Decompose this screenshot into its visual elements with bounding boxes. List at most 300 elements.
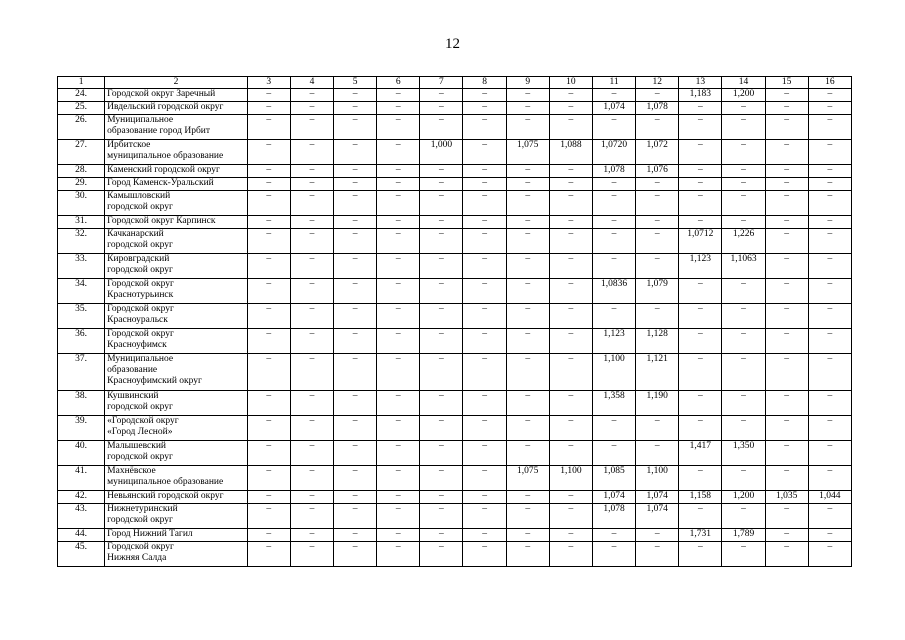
coefficient-cell: – (765, 178, 808, 191)
coefficient-cell: – (506, 102, 549, 115)
coefficient-cell: – (592, 89, 635, 102)
coefficient-cell: – (290, 165, 333, 178)
coefficient-cell: – (290, 466, 333, 491)
coefficient-cell: – (247, 466, 290, 491)
coefficient-cell: – (334, 354, 377, 391)
coefficient-cell: – (420, 441, 463, 466)
coefficient-cell: – (377, 391, 420, 416)
row-number: 41. (58, 466, 105, 491)
row-number: 44. (58, 529, 105, 542)
coefficient-cell: – (247, 115, 290, 140)
coefficient-cell: – (636, 89, 679, 102)
coefficient-cell: – (290, 279, 333, 304)
coefficient-cell: – (592, 416, 635, 441)
municipality-name (105, 178, 248, 191)
municipality-name-line: городской округ (107, 202, 173, 212)
municipality-name-line: городской округ (107, 515, 173, 525)
coefficient-cell: – (420, 416, 463, 441)
page-number: 12 (445, 36, 460, 52)
municipality-name (105, 216, 248, 229)
coefficient-cell: – (592, 229, 635, 254)
coefficient-cell: 1,226 (722, 229, 765, 254)
coefficient-cell: – (247, 504, 290, 529)
column-header: 14 (722, 77, 765, 89)
coefficient-cell: – (549, 279, 592, 304)
row-number: 27. (58, 140, 105, 165)
coefficient-cell: – (247, 191, 290, 216)
coefficient-cell: – (290, 102, 333, 115)
coefficient-cell: – (463, 466, 506, 491)
coefficient-cell: 1,078 (592, 504, 635, 529)
coefficient-cell: – (722, 216, 765, 229)
municipality-name-line: городской округ (107, 265, 173, 275)
municipality-name-line: Красноуфимск (107, 340, 167, 350)
row-number: 36. (58, 329, 105, 354)
coefficient-cell: – (506, 191, 549, 216)
coefficient-cell: – (679, 216, 722, 229)
coefficient-cell: – (765, 140, 808, 165)
coefficient-cell: 1,076 (636, 165, 679, 178)
municipality-name-line: городской округ (107, 452, 173, 462)
municipality-name-line: Ирбитское (107, 140, 151, 150)
column-header: 7 (420, 77, 463, 89)
table-row (58, 416, 852, 441)
coefficient-cell: – (722, 329, 765, 354)
coefficient-cell: – (463, 279, 506, 304)
coefficient-cell: – (377, 178, 420, 191)
coefficient-cell: – (377, 102, 420, 115)
column-header: 11 (592, 77, 635, 89)
municipality-name (105, 391, 248, 416)
table-row (58, 115, 852, 140)
coefficient-cell: 1,121 (636, 354, 679, 391)
row-number: 24. (58, 89, 105, 102)
coefficient-cell: – (765, 504, 808, 529)
municipality-name (105, 229, 248, 254)
coefficient-cell: – (334, 391, 377, 416)
coefficient-cell: 1,158 (679, 491, 722, 504)
coefficient-cell: – (808, 254, 851, 279)
table-row (58, 165, 852, 178)
coefficient-cell: – (549, 304, 592, 329)
coefficient-cell: – (377, 140, 420, 165)
coefficient-cell: – (722, 140, 765, 165)
coefficient-cell: – (290, 441, 333, 466)
coefficient-cell: 1,731 (679, 529, 722, 542)
coefficient-cell: – (722, 165, 765, 178)
coefficient-cell: – (377, 279, 420, 304)
row-number: 37. (58, 354, 105, 391)
coefficient-cell: – (636, 191, 679, 216)
coefficient-cell: 1,1063 (722, 254, 765, 279)
coefficient-cell: – (463, 542, 506, 567)
municipality-name (105, 504, 248, 529)
coefficient-cell: – (420, 504, 463, 529)
coefficient-cell: – (679, 279, 722, 304)
coefficient-cell: – (420, 391, 463, 416)
coefficient-cell: – (722, 102, 765, 115)
table-row (58, 304, 852, 329)
coefficient-cell: 1,200 (722, 89, 765, 102)
coefficient-cell: – (377, 466, 420, 491)
coefficient-cell: – (549, 354, 592, 391)
coefficient-cell: – (420, 191, 463, 216)
coefficient-cell: – (290, 304, 333, 329)
coefficient-cell: – (549, 504, 592, 529)
coefficient-cell: – (420, 229, 463, 254)
coefficient-cell: 1,123 (679, 254, 722, 279)
coefficient-cell: – (377, 165, 420, 178)
coefficient-cell: 1,100 (549, 466, 592, 491)
coefficient-cell: – (549, 102, 592, 115)
coefficient-cell: 1,044 (808, 491, 851, 504)
coefficient-cell: – (420, 329, 463, 354)
coefficient-cell: – (549, 229, 592, 254)
coefficient-cell: – (247, 304, 290, 329)
coefficient-cell: – (247, 216, 290, 229)
municipality-name (105, 165, 248, 178)
coefficient-cell: – (290, 115, 333, 140)
coefficient-cell: – (334, 254, 377, 279)
coefficient-cell: – (549, 491, 592, 504)
coefficient-cell: – (679, 466, 722, 491)
coefficient-cell: – (334, 491, 377, 504)
row-number: 31. (58, 216, 105, 229)
coefficient-cell: – (334, 441, 377, 466)
coefficient-cell: – (722, 191, 765, 216)
coefficient-cell: – (808, 165, 851, 178)
coefficient-cell: – (549, 165, 592, 178)
table-row (58, 529, 852, 542)
coefficient-cell: – (722, 354, 765, 391)
table-row (58, 191, 852, 216)
municipality-name-line: Городской округ (107, 329, 174, 339)
column-header: 6 (377, 77, 420, 89)
coefficient-cell: – (290, 89, 333, 102)
coefficient-cell: – (334, 140, 377, 165)
coefficient-cell: – (765, 391, 808, 416)
municipality-name-line: Кировградский (107, 254, 170, 264)
coefficient-cell: – (334, 416, 377, 441)
municipality-name-line: Муниципальное (107, 115, 174, 125)
coefficient-cell: 1,100 (636, 466, 679, 491)
coefficient-cell: – (808, 178, 851, 191)
coefficient-cell: – (334, 279, 377, 304)
coefficient-cell: – (290, 254, 333, 279)
coefficient-cell: – (506, 354, 549, 391)
coefficient-cell: – (420, 89, 463, 102)
coefficient-cell: – (722, 115, 765, 140)
coefficient-cell: – (765, 304, 808, 329)
coefficient-cell: 1,074 (636, 491, 679, 504)
coefficient-cell: – (247, 178, 290, 191)
coefficient-cell: – (463, 504, 506, 529)
municipality-name-line: образование город Ирбит (107, 126, 211, 136)
municipality-name-line: «Город Лесной» (107, 427, 173, 437)
coefficient-cell: 1,350 (722, 441, 765, 466)
municipality-name-line: Малышевский (107, 441, 167, 451)
coefficient-cell: – (463, 89, 506, 102)
coefficient-cell: – (808, 304, 851, 329)
municipality-name-line: Ивдельский городской округ (107, 102, 224, 112)
coefficient-cell: – (636, 441, 679, 466)
coefficient-cell: – (290, 529, 333, 542)
table-row (58, 391, 852, 416)
column-header: 4 (290, 77, 333, 89)
coefficient-cell: – (247, 529, 290, 542)
coefficient-cell: 1,035 (765, 491, 808, 504)
coefficient-cell: – (808, 529, 851, 542)
coefficient-cell: – (549, 329, 592, 354)
row-number: 42. (58, 491, 105, 504)
coefficient-cell: – (290, 329, 333, 354)
coefficient-cell: – (377, 254, 420, 279)
column-header: 15 (765, 77, 808, 89)
coefficients-table (57, 76, 852, 567)
coefficient-cell: – (722, 466, 765, 491)
coefficient-cell: – (679, 391, 722, 416)
coefficient-cell: – (636, 216, 679, 229)
coefficient-cell: – (463, 416, 506, 441)
municipality-name-line: Невьянский городской округ (107, 491, 224, 501)
municipality-name (105, 491, 248, 504)
coefficient-cell: – (334, 542, 377, 567)
column-header: 12 (636, 77, 679, 89)
table-row (58, 102, 852, 115)
column-header: 8 (463, 77, 506, 89)
municipality-name (105, 329, 248, 354)
coefficient-cell: – (463, 391, 506, 416)
coefficient-cell: – (377, 542, 420, 567)
coefficient-cell: – (636, 178, 679, 191)
coefficient-cell: 1,0836 (592, 279, 635, 304)
row-number: 34. (58, 279, 105, 304)
coefficient-cell: – (247, 491, 290, 504)
municipality-name-line: городской округ (107, 240, 173, 250)
coefficient-cell: – (334, 191, 377, 216)
table-row (58, 354, 852, 391)
coefficient-cell: – (506, 304, 549, 329)
coefficient-cell: – (247, 279, 290, 304)
coefficient-cell: – (334, 304, 377, 329)
coefficient-cell: – (463, 140, 506, 165)
municipality-name-line: Камышловский (107, 191, 171, 201)
coefficient-cell: – (463, 329, 506, 354)
coefficient-cell: – (636, 254, 679, 279)
coefficient-cell: – (549, 391, 592, 416)
row-number: 26. (58, 115, 105, 140)
row-number: 33. (58, 254, 105, 279)
municipality-name (105, 441, 248, 466)
coefficient-cell: – (765, 165, 808, 178)
coefficient-cell: – (765, 329, 808, 354)
coefficient-cell: – (765, 466, 808, 491)
municipality-name (105, 416, 248, 441)
municipality-name-line: Красноуфимский округ (107, 376, 202, 386)
coefficient-cell: – (247, 254, 290, 279)
coefficient-cell: – (377, 354, 420, 391)
coefficient-cell: 1,190 (636, 391, 679, 416)
coefficient-cell: – (679, 178, 722, 191)
coefficient-cell: – (247, 329, 290, 354)
coefficient-cell: – (722, 391, 765, 416)
coefficient-cell: 1,0712 (679, 229, 722, 254)
table-row (58, 89, 852, 102)
row-number: 25. (58, 102, 105, 115)
coefficient-cell: 1,085 (592, 466, 635, 491)
coefficient-cell: – (506, 115, 549, 140)
coefficient-cell: – (420, 216, 463, 229)
table-row (58, 254, 852, 279)
coefficient-cell: – (420, 115, 463, 140)
coefficient-cell: – (377, 329, 420, 354)
coefficient-cell: – (765, 279, 808, 304)
coefficient-cell: – (420, 542, 463, 567)
coefficient-cell: – (679, 115, 722, 140)
coefficient-cell: – (463, 229, 506, 254)
coefficient-cell: – (247, 140, 290, 165)
column-header: 10 (549, 77, 592, 89)
coefficient-cell: – (808, 391, 851, 416)
coefficient-cell: – (765, 354, 808, 391)
municipality-name-line: Нижняя Салда (107, 553, 167, 563)
table-row (58, 229, 852, 254)
coefficient-cell: – (765, 191, 808, 216)
table-row (58, 491, 852, 504)
table-row (58, 542, 852, 567)
municipality-name-line: Каменский городской округ (107, 165, 220, 175)
coefficient-cell: – (592, 304, 635, 329)
coefficient-cell: – (808, 89, 851, 102)
coefficient-cell: – (463, 529, 506, 542)
coefficient-cell: – (334, 178, 377, 191)
row-number: 29. (58, 178, 105, 191)
coefficient-cell: – (808, 102, 851, 115)
coefficient-cell: – (679, 304, 722, 329)
coefficient-cell: – (765, 229, 808, 254)
coefficient-cell: – (420, 165, 463, 178)
coefficient-cell: – (463, 165, 506, 178)
coefficient-cell: – (506, 279, 549, 304)
coefficient-cell: – (549, 542, 592, 567)
coefficient-cell: – (765, 542, 808, 567)
coefficient-cell: – (592, 178, 635, 191)
table-row (58, 178, 852, 191)
coefficient-cell: – (420, 279, 463, 304)
coefficient-cell: – (290, 542, 333, 567)
coefficient-cell: – (247, 102, 290, 115)
coefficient-cell: 1,075 (506, 466, 549, 491)
municipality-name-line: образование (107, 365, 158, 375)
coefficient-cell: – (765, 254, 808, 279)
row-number: 30. (58, 191, 105, 216)
coefficient-cell: – (420, 491, 463, 504)
table-row (58, 441, 852, 466)
coefficient-cell: – (247, 416, 290, 441)
coefficient-cell: – (334, 329, 377, 354)
coefficient-cell: – (420, 102, 463, 115)
coefficient-cell: – (506, 229, 549, 254)
row-number: 39. (58, 416, 105, 441)
coefficient-cell: – (765, 89, 808, 102)
coefficient-cell: – (247, 165, 290, 178)
coefficient-cell: – (334, 102, 377, 115)
coefficient-cell: – (808, 279, 851, 304)
coefficient-cell: – (592, 529, 635, 542)
row-number: 35. (58, 304, 105, 329)
coefficient-cell: – (334, 229, 377, 254)
municipality-name-line: Городской округ (107, 542, 174, 552)
coefficient-cell: – (765, 529, 808, 542)
coefficient-cell: – (679, 191, 722, 216)
coefficient-cell: – (463, 491, 506, 504)
coefficient-cell: 1,183 (679, 89, 722, 102)
coefficient-cell: 1,789 (722, 529, 765, 542)
coefficient-cell: – (592, 191, 635, 216)
coefficient-cell: – (506, 216, 549, 229)
column-header: 9 (506, 77, 549, 89)
coefficient-cell: – (290, 191, 333, 216)
column-header: 13 (679, 77, 722, 89)
coefficient-cell: – (377, 504, 420, 529)
coefficient-cell: – (592, 254, 635, 279)
coefficient-cell: – (420, 304, 463, 329)
municipality-name (105, 191, 248, 216)
coefficient-cell: – (290, 416, 333, 441)
coefficient-cell: – (636, 416, 679, 441)
coefficient-cell: – (290, 354, 333, 391)
municipality-name-line: Красноуральск (107, 315, 168, 325)
coefficient-cell: – (636, 229, 679, 254)
municipality-name-line: Кушвинский (107, 391, 159, 401)
coefficient-cell: – (549, 216, 592, 229)
coefficient-cell: – (463, 354, 506, 391)
coefficient-cell: – (334, 504, 377, 529)
coefficient-cell: – (377, 491, 420, 504)
row-number: 32. (58, 229, 105, 254)
coefficient-cell: – (334, 115, 377, 140)
municipality-name-line: «Городской округ (107, 416, 179, 426)
row-number: 38. (58, 391, 105, 416)
coefficient-cell: – (636, 115, 679, 140)
coefficient-cell: – (420, 178, 463, 191)
municipality-name-line: городской округ (107, 402, 173, 412)
coefficient-cell: – (722, 304, 765, 329)
coefficient-cell: – (506, 542, 549, 567)
coefficient-cell: – (765, 216, 808, 229)
coefficient-cell: – (808, 441, 851, 466)
table-row (58, 329, 852, 354)
coefficient-cell: – (420, 354, 463, 391)
municipality-name (105, 354, 248, 391)
coefficient-cell: – (506, 491, 549, 504)
coefficient-cell: – (679, 329, 722, 354)
coefficient-cell: – (290, 178, 333, 191)
table-row (58, 140, 852, 165)
coefficient-cell: – (377, 89, 420, 102)
coefficient-cell: 1,072 (636, 140, 679, 165)
row-number: 45. (58, 542, 105, 567)
coefficient-cell: – (549, 178, 592, 191)
coefficient-cell: – (463, 441, 506, 466)
coefficient-cell: 1,078 (636, 102, 679, 115)
coefficient-cell: – (808, 216, 851, 229)
municipality-name (105, 466, 248, 491)
coefficient-cell: – (679, 165, 722, 178)
coefficient-cell: – (377, 115, 420, 140)
coefficient-cell: – (377, 216, 420, 229)
coefficient-cell: – (377, 229, 420, 254)
